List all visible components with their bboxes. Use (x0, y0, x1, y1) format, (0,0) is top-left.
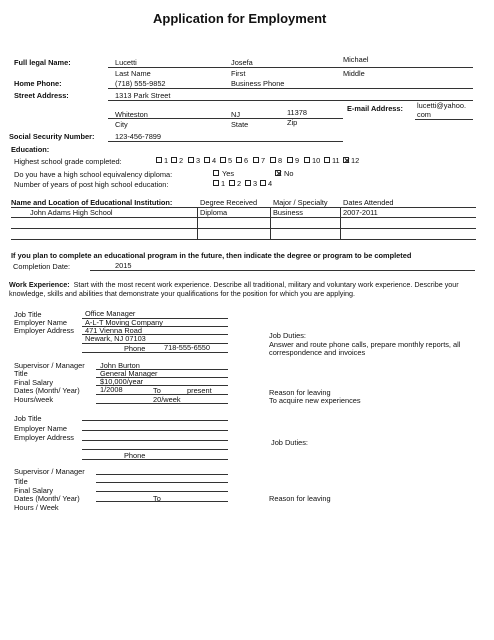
grade-9-label: 9 (295, 156, 300, 165)
job2-hours-label: Hours / Week (14, 503, 59, 512)
post-years-1-checkbox[interactable] (213, 180, 219, 186)
city-label: City (115, 120, 128, 129)
job2-duties-label: Job Duties: (271, 438, 308, 447)
grade-11-checkbox[interactable] (324, 157, 330, 163)
job1-salary-value[interactable]: $10,000/year (100, 377, 144, 386)
grade-10-label: 10 (312, 156, 321, 165)
ssn-value[interactable]: 123-456-7899 (115, 132, 162, 141)
job1-title2-value[interactable]: General Manager (100, 369, 158, 378)
job2-title-label: Job Title (14, 414, 42, 423)
equivalency-yes-checkbox[interactable] (213, 170, 219, 176)
job2-phone-label: Phone (124, 451, 146, 460)
job2-salary-label: Final Salary (14, 486, 54, 495)
job1-employer-name-value[interactable]: A-L-T Moving Company (85, 318, 163, 327)
future-program-label: If you plan to complete an educational program in the future, then indicate the degree or program to be completed (11, 251, 412, 260)
city-value[interactable]: Whiteston (115, 110, 148, 119)
job2-line (96, 501, 228, 502)
job2-to-label: To (153, 494, 161, 503)
grade-4-label: 4 (212, 156, 217, 165)
business-phone-label: Business Phone (231, 79, 285, 88)
job1-date-from[interactable]: 1/2008 (100, 385, 123, 394)
edu-row-dates[interactable]: 2007-2011 (343, 208, 378, 217)
grade-2-label: 2 (179, 156, 184, 165)
job2-line (82, 420, 228, 421)
edu-row-institution[interactable]: John Adams High School (30, 208, 113, 217)
street-address-label: Street Address: (14, 91, 69, 100)
grade-12-label: 12 (351, 156, 360, 165)
job1-line (96, 403, 228, 404)
equivalency-yes-label: Yes (222, 169, 235, 178)
edu-header-degree: Degree Received (200, 198, 258, 207)
job1-address-1[interactable]: 471 Vienna Road (85, 326, 142, 335)
work-instructions-text: Start with the most recent work experience. Describe all traditional, military and voluntary work experience. Describe your knowledge, skills and abilities that demonstrate your qualifications for the position for which you are applying. (9, 280, 459, 298)
state-value[interactable]: NJ (231, 110, 241, 119)
job2-line (82, 430, 228, 431)
job1-title-label: Job Title (14, 310, 42, 319)
phone-line (108, 88, 473, 89)
grade-6-label: 6 (244, 156, 249, 165)
email-value-1[interactable]: lucetti@yahoo. (417, 101, 466, 110)
city-line (108, 118, 343, 119)
grade-10-checkbox[interactable] (304, 157, 310, 163)
grade-3-label: 3 (196, 156, 201, 165)
zip-label: Zip (287, 118, 298, 127)
first-name-label: First (231, 69, 246, 78)
job1-hours-value[interactable]: 20/week (153, 395, 181, 404)
job1-duties-label: Job Duties: (269, 331, 306, 340)
job2-reason-label: Reason for leaving (269, 494, 331, 503)
email-line (415, 119, 473, 120)
edu-header-dates: Dates Attended (343, 198, 394, 207)
completion-date-label: Completion Date: (13, 262, 71, 271)
edu-table-line (11, 228, 476, 229)
edu-table-divider (340, 207, 341, 239)
grade-2-checkbox[interactable] (171, 157, 177, 163)
job1-duties-2[interactable]: correspondence and invoices (269, 348, 366, 357)
job2-line (82, 440, 228, 441)
zip-value[interactable]: 11378 (287, 108, 308, 117)
job1-employer-address-label: Employer Address (14, 326, 74, 335)
state-label: State (231, 120, 249, 129)
work-instructions (9, 280, 479, 298)
grade-12-checkbox[interactable] (343, 157, 349, 163)
post-years-2-label: 2 (237, 179, 242, 188)
home-phone-label: Home Phone: (14, 79, 62, 88)
job1-supervisor-label: Supervisor / Manager (14, 361, 85, 370)
job1-phone-value[interactable]: 718-555-6550 (164, 343, 211, 352)
grade-7-label: 7 (261, 156, 266, 165)
job1-employer-name-label: Employer Name (14, 318, 67, 327)
post-years-2-checkbox[interactable] (229, 180, 235, 186)
edu-row-degree[interactable]: Diploma (200, 208, 228, 217)
grade-11-label: 11 (332, 156, 340, 165)
edu-table-line (11, 217, 476, 218)
job1-title2-label: Title (14, 369, 28, 378)
job1-duties-1[interactable]: Answer and route phone calls, prepare monthly reports, all (269, 340, 461, 349)
email-value-2[interactable]: com (417, 110, 431, 119)
middle-name-label: Middle (343, 69, 365, 78)
job2-line (82, 449, 228, 450)
page-title: Application for Employment (153, 11, 327, 26)
street-address-value[interactable]: 1313 Park Street (115, 91, 171, 100)
grade-4-checkbox[interactable] (204, 157, 210, 163)
post-years-3-label: 3 (253, 179, 258, 188)
job1-supervisor-value[interactable]: John Burton (100, 361, 140, 370)
edu-table-divider (197, 207, 198, 239)
job2-employer-address-label: Employer Address (14, 433, 74, 442)
post-years-4-checkbox[interactable] (260, 180, 266, 186)
grade-1-label: 1 (164, 156, 169, 165)
job1-hours-label: Hours/week (14, 395, 54, 404)
grade-label: Highest school grade completed: (14, 157, 122, 166)
full-name-label: Full legal Name: (14, 58, 71, 67)
equivalency-no-label: No (284, 169, 294, 178)
ssn-line (108, 141, 343, 142)
last-name-value[interactable]: Lucetti (115, 58, 137, 67)
grade-6-checkbox[interactable] (236, 157, 242, 163)
post-years-3-checkbox[interactable] (245, 180, 251, 186)
job2-employer-name-label: Employer Name (14, 424, 67, 433)
job1-date-to[interactable]: present (187, 386, 212, 395)
post-years-4-label: 4 (268, 179, 273, 188)
grade-8-label: 8 (278, 156, 283, 165)
equivalency-label: Do you have a high school equivalency diploma: (14, 170, 173, 179)
job2-line (96, 491, 228, 492)
job1-address-2[interactable]: Newark, NJ 07103 (85, 334, 146, 343)
middle-name-value[interactable]: Michael (343, 55, 369, 64)
job2-supervisor-label: Supervisor / Manager (14, 467, 85, 476)
job1-salary-label: Final Salary (14, 378, 54, 387)
grade-8-checkbox[interactable] (270, 157, 276, 163)
work-heading: Work Experience: (9, 280, 70, 289)
job1-reason-value[interactable]: To acquire new experiences (269, 396, 361, 405)
completion-line (90, 270, 475, 271)
edu-row-major[interactable]: Business (273, 208, 303, 217)
job2-line (82, 459, 228, 460)
education-label: Education: (11, 145, 50, 154)
grade-5-label: 5 (228, 156, 233, 165)
job1-phone-label: Phone (124, 344, 146, 353)
last-name-label: Last Name (115, 69, 151, 78)
job2-line (96, 474, 228, 475)
post-years-1-label: 1 (221, 179, 226, 188)
grade-3-checkbox[interactable] (188, 157, 194, 163)
job2-title2-label: Title (14, 477, 28, 486)
job1-reason-label: Reason for leaving (269, 388, 331, 397)
job1-dates-label: Dates (Month/ Year) (14, 386, 80, 395)
home-phone-value[interactable]: (718) 555-9852 (115, 79, 166, 88)
email-label: E-mail Address: (347, 104, 403, 113)
grade-9-checkbox[interactable] (287, 157, 293, 163)
job1-title-value[interactable]: Office Manager (85, 309, 136, 318)
name-line (108, 67, 473, 68)
grade-5-checkbox[interactable] (220, 157, 226, 163)
edu-table-divider (270, 207, 271, 239)
first-name-value[interactable]: Josefa (231, 58, 253, 67)
grade-1-checkbox[interactable] (156, 157, 162, 163)
job1-line (82, 352, 228, 353)
grade-7-checkbox[interactable] (253, 157, 259, 163)
completion-date-value[interactable]: 2015 (115, 261, 132, 270)
edu-header-institution: Name and Location of Educational Institution: (11, 198, 173, 207)
job2-dates-label: Dates (Month/ Year) (14, 494, 80, 503)
job1-to-label: To (153, 386, 161, 395)
edu-table-line (11, 239, 476, 240)
equivalency-no-checkbox[interactable] (275, 170, 281, 176)
edu-header-major: Major / Specialty (273, 198, 328, 207)
ssn-label: Social Security Number: (9, 132, 95, 141)
job2-line (96, 482, 228, 483)
post-education-label: Number of years of post high school education: (14, 180, 169, 189)
